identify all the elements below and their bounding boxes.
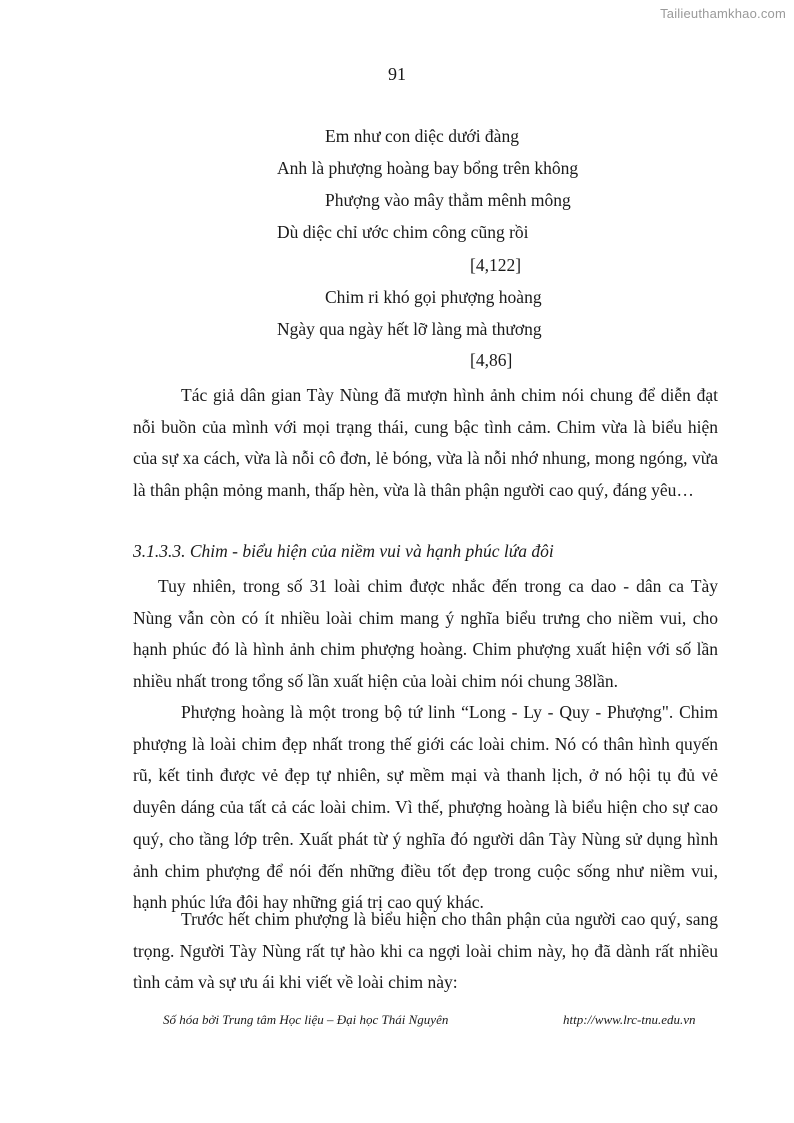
poem-line-4: Dù diệc chỉ ước chim công cũng rồi xyxy=(277,222,529,242)
page-number: 91 xyxy=(388,64,406,84)
citation: [4,122] xyxy=(470,255,522,275)
poem-line-5: Chim ri khó gọi phượng hoàng xyxy=(325,287,542,307)
paragraph: Tuy nhiên, trong số 31 loài chim được nhắc đến trong ca dao - dân ca Tày Nùng vẫn còn có ít nhiều loài chim mang ý nghĩa biểu trưng cho niềm vui, cho hạnh phúc đó là hình ảnh chim phượng hoàng. Chim phượng xuất hiện với số lần nhiều nhất trong tổng số lần xuất hiện của loài chim nói chung 38lần. xyxy=(133,576,718,692)
paragraph: Phượng hoàng là một trong bộ tứ linh “Long - Ly - Quy - Phượng". Chim phượng là loài chim đẹp nhất trong thế giới các loài chim. Nó có thân hình quyến rũ, kết tinh được vẻ đẹp tự nhiên, sự mềm mại và thanh lịch, ở nó hội tụ đủ vẻ duyên dáng của tất cả các loài chim. Vì thế, phượng hoàng là biểu hiện cho sự cao quý, cho tầng lớp trên. Xuất phát từ ý nghĩa đó người dân Tày Nùng sử dụng hình ảnh chim phượng để nói đến những điều tốt đẹp trong cuộc sống như niềm vui, hạnh phúc lứa đôi hay những giá trị cao quý khác. xyxy=(133,702,718,913)
poem-line-3: Phượng vào mây thẳm mênh mông xyxy=(325,190,571,210)
poem-line-1: Em như con diệc dưới đàng xyxy=(325,126,519,146)
footer-url[interactable]: http://www.lrc-tnu.edu.vn xyxy=(563,1012,696,1027)
paragraph: Tác giả dân gian Tày Nùng đã mượn hình ảnh chim nói chung để diễn đạt nỗi buồn của mình với mọi trạng thái, cung bậc tình cảm. Chim vừa là biểu hiện của sự xa cách, vừa là nỗi cô đơn, lẻ bóng, vừa là nỗi nhớ nhung, mong ngóng, vừa là thân phận mỏng manh, thấp hèn, vừa là thân phận người cao quý, đáng yêu… xyxy=(133,385,718,501)
poem-line-2: Anh là phượng hoàng bay bổng trên không xyxy=(277,158,579,178)
paragraph: Trước hết chim phượng là biểu hiện cho thân phận của người cao quý, sang trọng. Người Tày Nùng rất tự hào khi ca ngợi loài chim này, họ đã dành rất nhiều tình cảm và sự ưu ái khi viết về loài chim này: xyxy=(133,909,718,993)
section-heading: 3.1.3.3. Chim - biểu hiện của niềm vui và hạnh phúc lứa đôi xyxy=(133,541,554,561)
footer-credit: Số hóa bởi Trung tâm Học liệu – Đại học Thái Nguyên xyxy=(163,1012,449,1027)
citation: [4,86] xyxy=(470,350,513,370)
watermark: Tailieuthamkhao.com xyxy=(660,6,786,21)
poem-line-6: Ngày qua ngày hết lỡ làng mà thương xyxy=(277,319,542,339)
